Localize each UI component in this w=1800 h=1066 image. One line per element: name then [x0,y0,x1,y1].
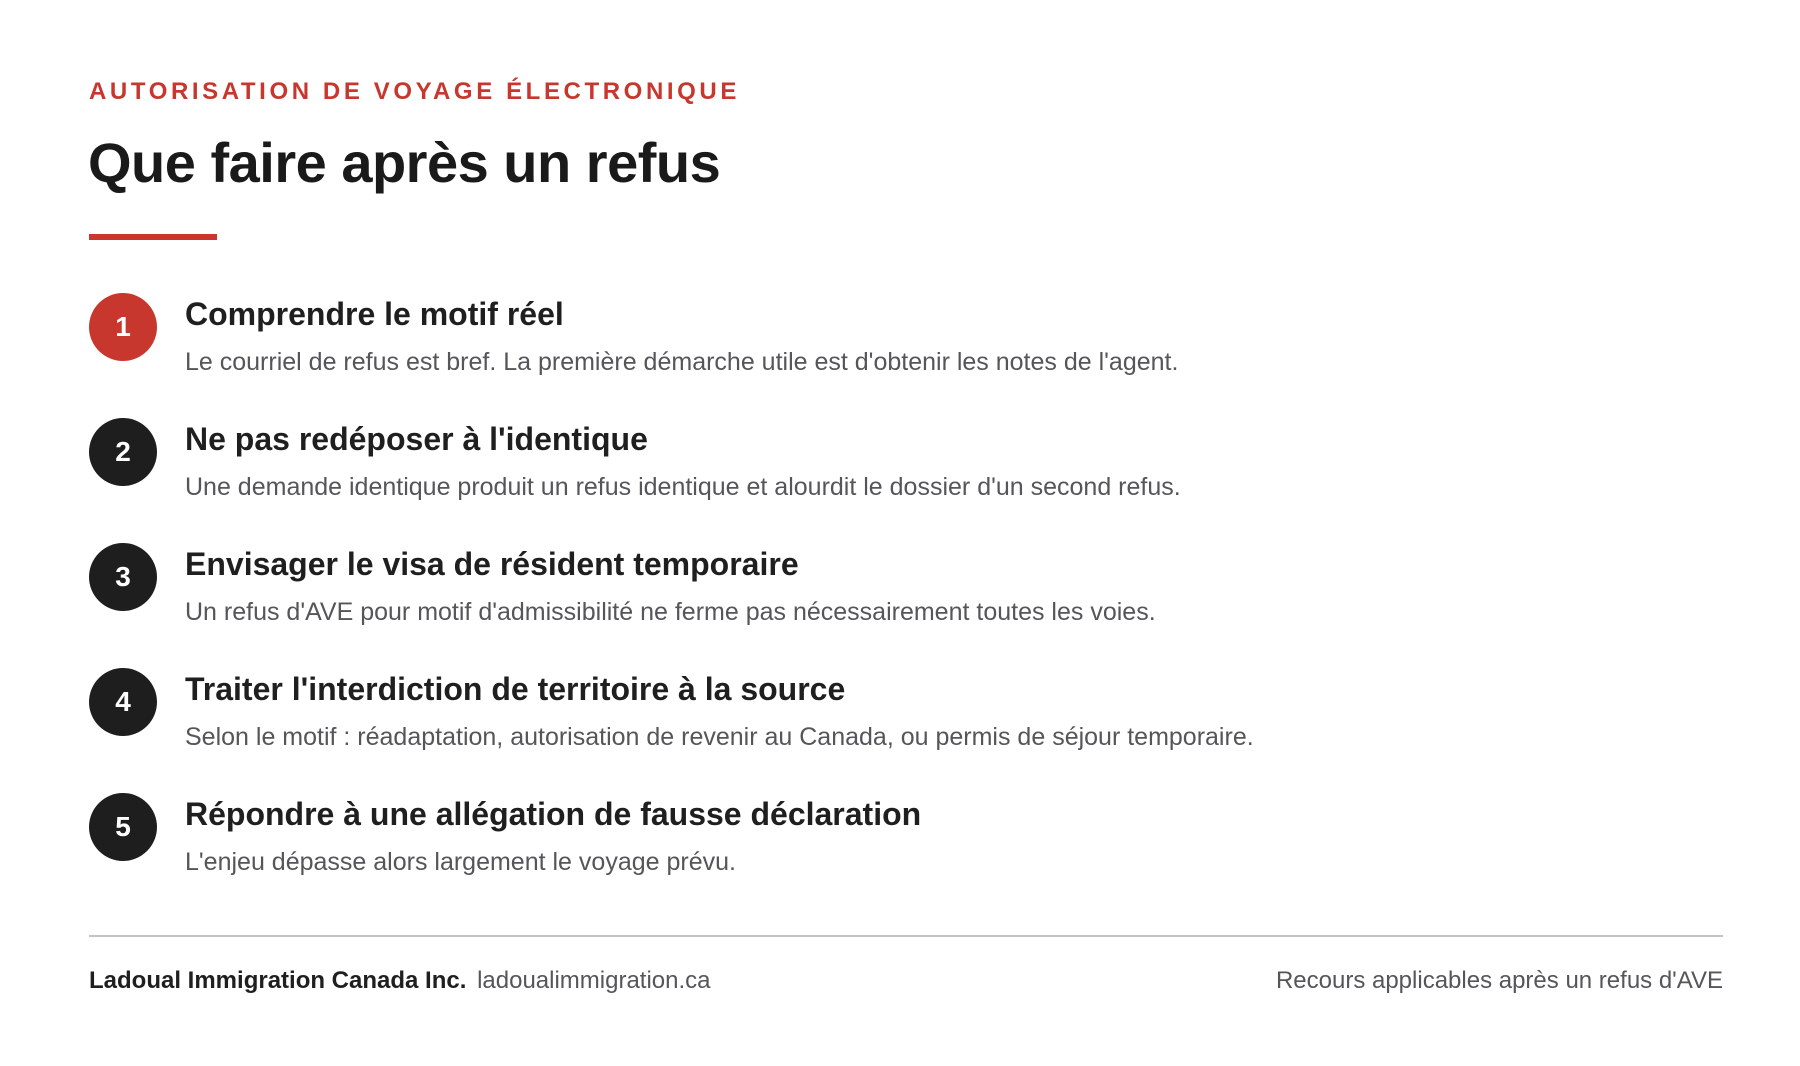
step-title: Comprendre le motif réel [185,296,564,332]
step-item-4 [89,667,1709,792]
step-item-3 [89,542,1709,667]
page-title: Que faire après un refus [88,131,721,194]
step-number-badge: 4 [89,668,157,736]
eyebrow-label: AUTORISATION DE VOYAGE ÉLECTRONIQUE [89,78,740,105]
website-text: ladoualimmigration.ca [477,967,711,994]
step-number-badge: 2 [89,418,157,486]
footer-note: Recours applicables après un refus d'AVE [1275,967,1723,994]
title-accent-rule [89,234,217,240]
step-item-5 [89,792,1709,917]
step-description: L'enjeu dépasse alors largement le voyage prévu. [185,848,736,876]
step-item-2 [89,417,1709,542]
step-description: Le courriel de refus est bref. La première démarche utile est d'obtenir les notes de l'agent. [185,348,1179,376]
step-title: Traiter l'interdiction de territoire à la source [185,671,846,707]
company-name: Ladoual Immigration Canada Inc. [89,967,467,994]
step-description: Un refus d'AVE pour motif d'admissibilité ne ferme pas nécessairement toutes les voies. [185,598,1156,626]
step-title: Répondre à une allégation de fausse déclaration [185,796,922,832]
step-number-badge: 3 [89,543,157,611]
step-title: Ne pas redéposer à l'identique [185,421,648,457]
steps-list [89,292,1709,917]
footer-brand [89,967,711,995]
step-description: Selon le motif : réadaptation, autorisation de revenir au Canada, ou permis de séjour temporaire. [185,723,1254,751]
step-number-badge: 5 [89,793,157,861]
footer-divider [89,935,1723,937]
step-description: Une demande identique produit un refus identique et alourdit le dossier d'un second refus. [185,473,1181,501]
step-number-badge: 1 [89,293,157,361]
step-title: Envisager le visa de résident temporaire [185,546,799,582]
step-item-1 [89,292,1709,417]
